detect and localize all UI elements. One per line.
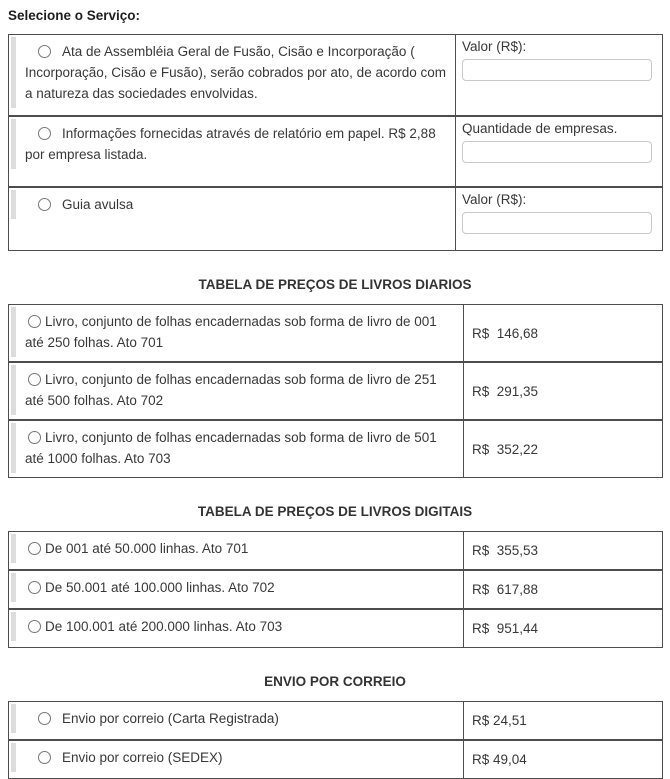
service-table — [8, 34, 663, 251]
option-content — [11, 534, 463, 563]
valor-label: Valor (R$): — [462, 39, 527, 54]
service-radio-informacoes[interactable] — [38, 127, 51, 140]
price-value: R$ 49,04 — [464, 740, 663, 779]
price-row — [9, 420, 663, 478]
price-option-label: Envio por correio (Carta Registrada) — [62, 711, 279, 726]
service-option-cell — [9, 116, 456, 187]
option-content — [11, 365, 463, 415]
option-content — [11, 573, 463, 602]
price-option-cell — [9, 532, 464, 571]
service-option-cell — [9, 35, 456, 117]
price-row — [9, 362, 663, 420]
service-option-label: Informações fornecidas através de relatório em papel. R$ 2,88 por empresa listada. — [25, 126, 436, 162]
option-content — [11, 119, 455, 169]
price-row — [9, 740, 663, 779]
price-option-cell — [9, 609, 464, 648]
price-option-label: De 50.001 até 100.000 linhas. Ato 702 — [45, 580, 275, 595]
service-option-cell — [9, 187, 456, 251]
quantidade-empresas-label: Quantidade de empresas. — [462, 121, 618, 136]
service-radio-guia-avulsa[interactable] — [38, 198, 51, 211]
price-option-cell — [9, 740, 464, 779]
service-row-ata — [9, 35, 663, 117]
option-content — [11, 307, 463, 357]
livros-digitais-table — [8, 531, 663, 648]
diarios-radio-ato-703[interactable] — [28, 431, 41, 444]
price-option-label: Livro, conjunto de folhas encadernadas sob forma de livro de 501 até 1000 folhas. Ato 703 — [25, 430, 437, 466]
price-option-label: Livro, conjunto de folhas encadernadas sob forma de livro de 001 até 250 folhas. Ato 701 — [25, 314, 437, 350]
section-title-livros-diarios: TABELA DE PREÇOS DE LIVROS DIARIOS — [198, 277, 472, 292]
price-value: R$ 352,22 — [464, 420, 663, 478]
option-content — [11, 423, 463, 473]
price-row — [9, 570, 663, 609]
price-option-cell — [9, 305, 464, 363]
price-option-label: Envio por correio (SEDEX) — [62, 750, 223, 765]
service-radio-ata[interactable] — [38, 45, 51, 58]
valor-label: Valor (R$): — [462, 192, 527, 207]
livros-diarios-table — [8, 304, 663, 478]
service-row-informacoes — [9, 116, 663, 187]
diarios-radio-ato-702[interactable] — [28, 373, 41, 386]
option-content — [11, 612, 463, 641]
price-row — [9, 609, 663, 648]
section-title-livros-digitais: TABELA DE PREÇOS DE LIVROS DIGITAIS — [197, 504, 473, 519]
price-row — [9, 305, 663, 363]
price-value: R$ 291,35 — [464, 362, 663, 420]
price-option-label: De 001 até 50.000 linhas. Ato 701 — [45, 541, 249, 556]
price-option-label: De 100.001 até 200.000 linhas. Ato 703 — [45, 619, 283, 634]
price-row — [9, 702, 663, 741]
digitais-radio-ato-701[interactable] — [28, 542, 41, 555]
service-option-label: Guia avulsa — [62, 197, 134, 212]
digitais-radio-ato-703[interactable] — [28, 620, 41, 633]
price-option-cell — [9, 570, 464, 609]
diarios-radio-ato-701[interactable] — [28, 315, 41, 328]
price-option-cell — [9, 702, 464, 741]
correio-radio-carta-registrada[interactable] — [38, 712, 51, 725]
price-row — [9, 532, 663, 571]
price-option-label: Livro, conjunto de folhas encadernadas sob forma de livro de 251 até 500 folhas. Ato 702 — [25, 372, 437, 408]
price-option-cell — [9, 362, 464, 420]
option-content — [11, 704, 463, 733]
page-title: Selecione o Serviço: — [8, 8, 141, 23]
price-option-cell — [9, 420, 464, 478]
digitais-radio-ato-702[interactable] — [28, 581, 41, 594]
price-value: R$ 617,88 — [464, 570, 663, 609]
service-field-cell — [456, 35, 663, 117]
price-value: R$ 24,51 — [464, 702, 663, 741]
valor-input-ata[interactable] — [462, 59, 652, 81]
price-value: R$ 355,53 — [464, 532, 663, 571]
service-field-cell — [456, 116, 663, 187]
correio-radio-sedex[interactable] — [38, 751, 51, 764]
option-content — [11, 37, 455, 108]
option-content — [11, 190, 455, 219]
envio-correio-table — [8, 701, 663, 779]
price-value: R$ 951,44 — [464, 609, 663, 648]
quantidade-empresas-input[interactable] — [462, 141, 652, 163]
valor-input-guia-avulsa[interactable] — [462, 212, 652, 234]
price-value: R$ 146,68 — [464, 305, 663, 363]
service-option-label: Ata de Assembléia Geral de Fusão, Cisão e Incorporação ( Incorporação, Cisão e Fusão), serão cobrados por ato, de acordo com a natureza das sociedades envolvidas. — [25, 44, 446, 101]
service-row-guia-avulsa — [9, 187, 663, 251]
service-field-cell — [456, 187, 663, 251]
section-title-envio-correio: ENVIO POR CORREIO — [264, 674, 406, 689]
